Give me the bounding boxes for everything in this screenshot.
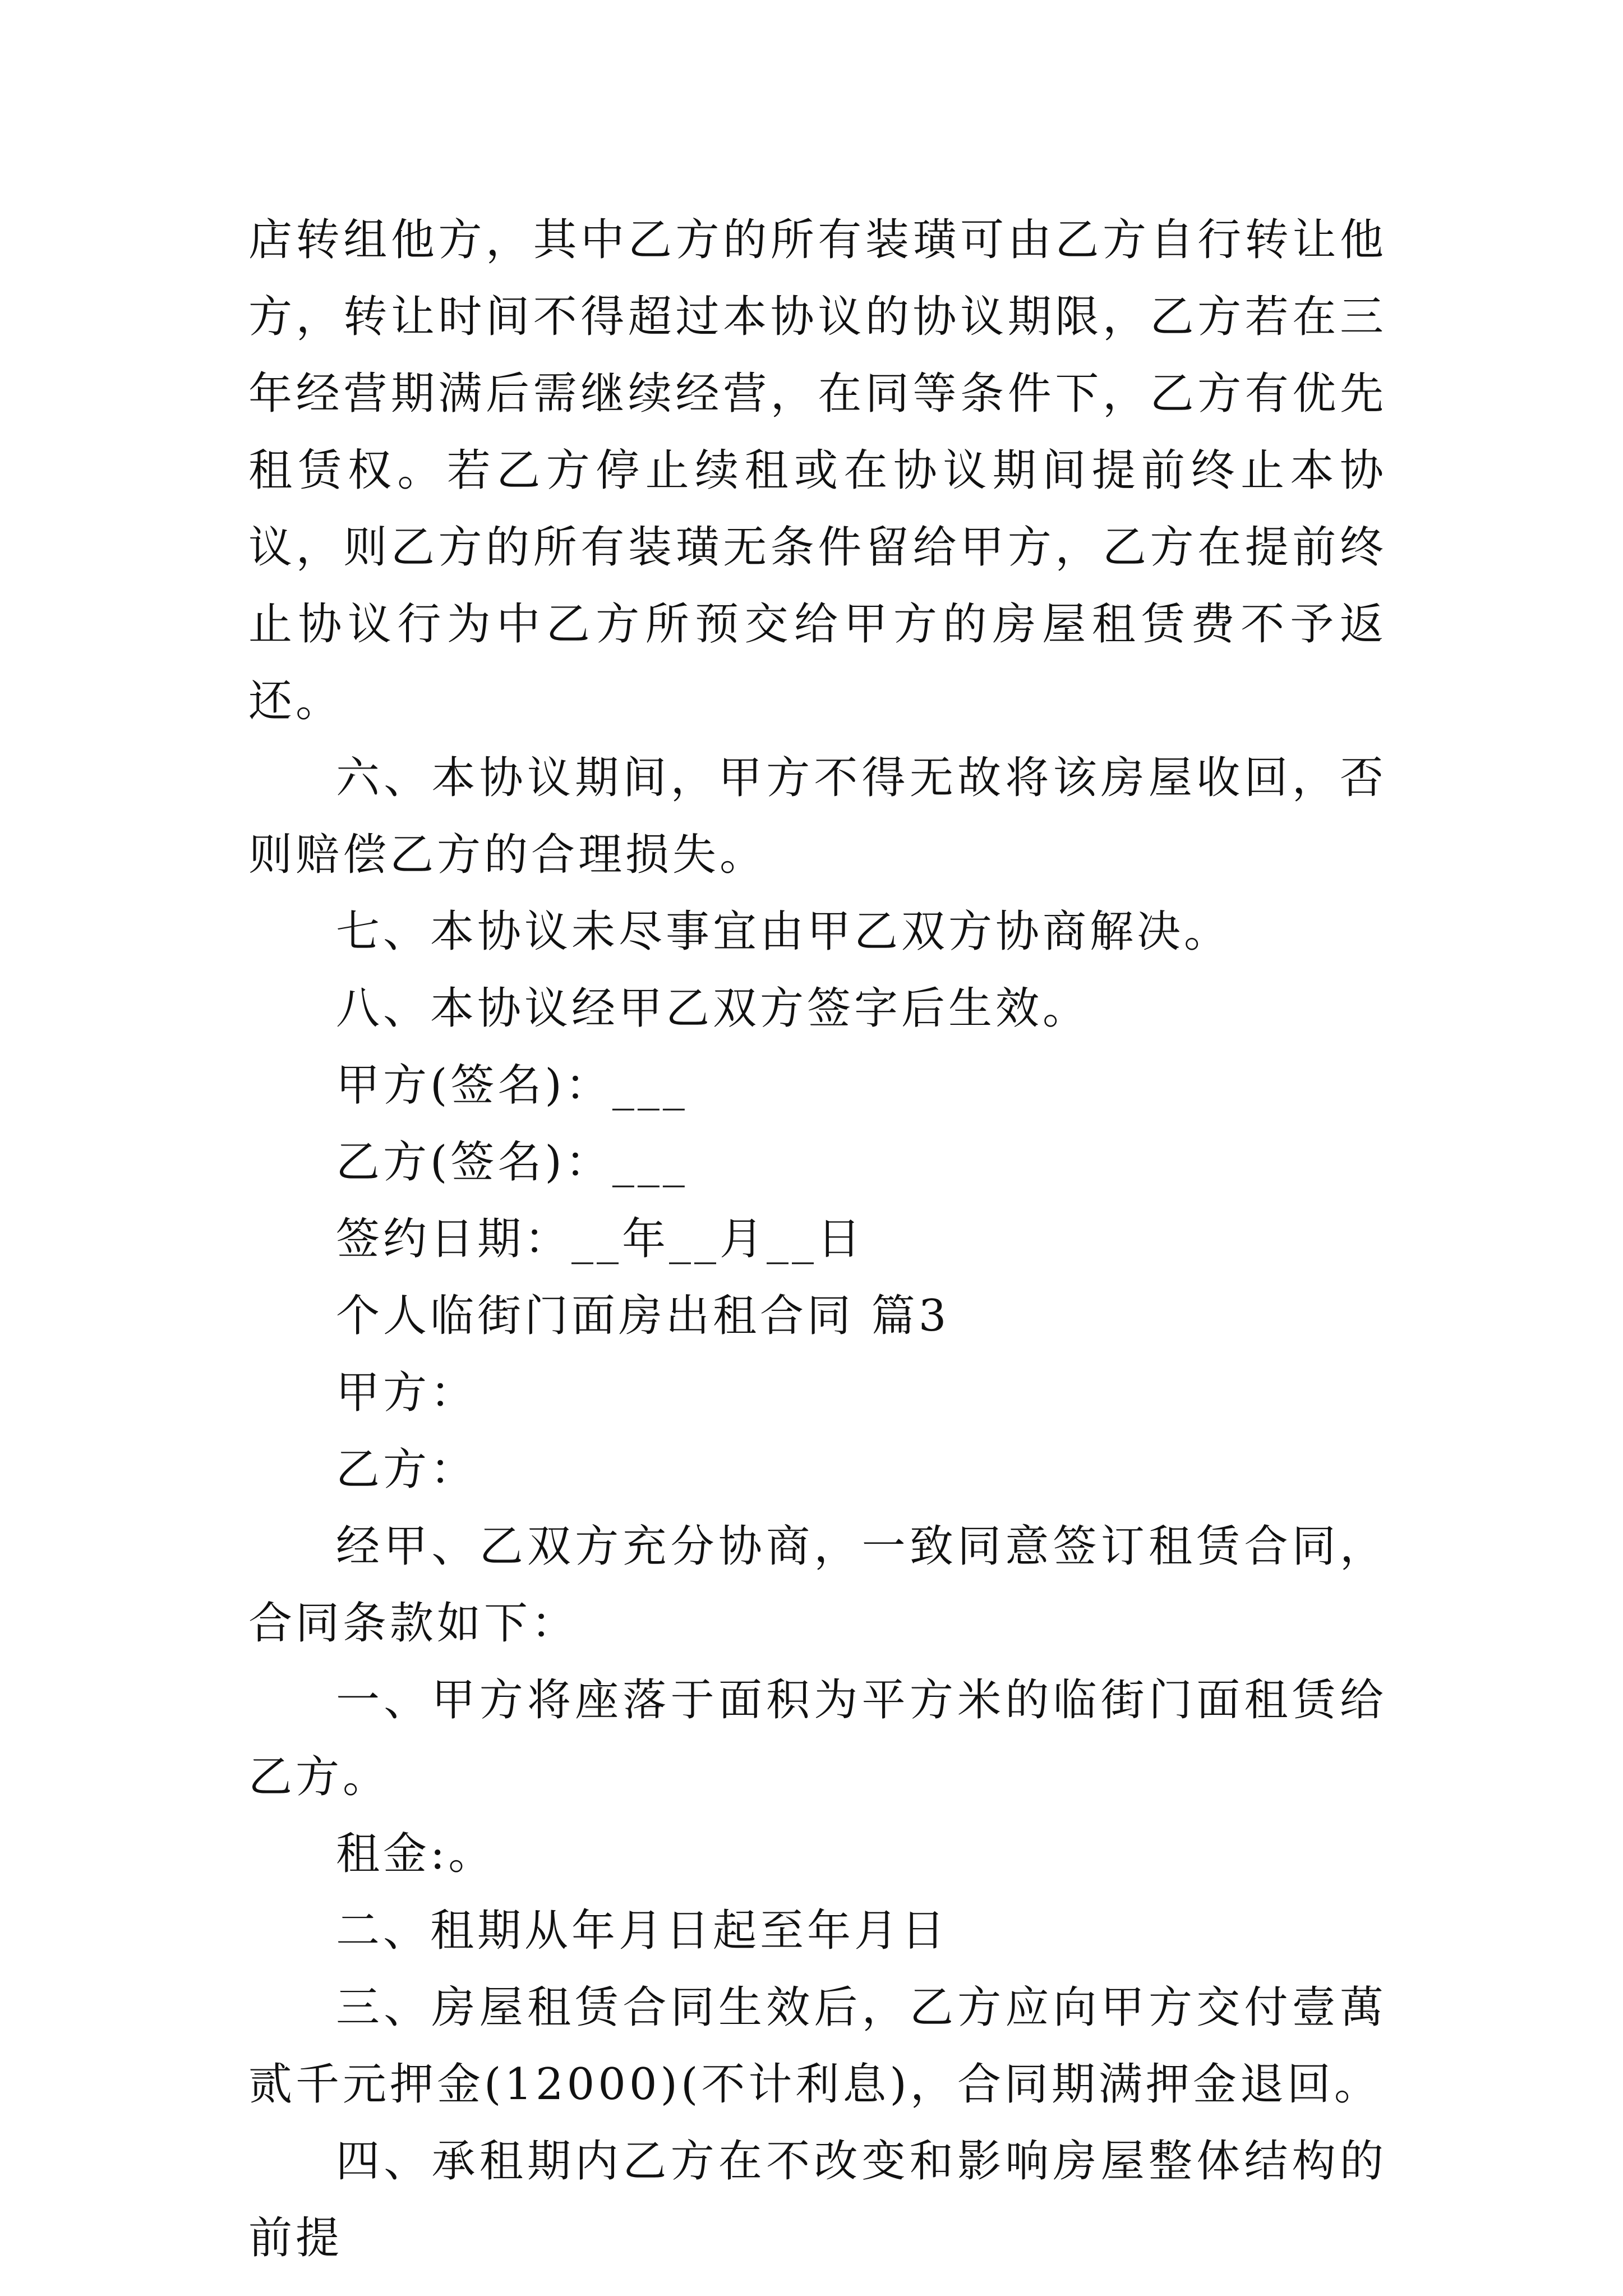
- paragraph-rent: 租金:。: [336, 1829, 496, 1879]
- signing-date-line: 签约日期：__年__月__日: [336, 1214, 865, 1264]
- section-title: 个人临街门面房出租合同 篇3: [336, 1291, 950, 1341]
- document-body: [248, 202, 1387, 2277]
- paragraph-clause-eight: 八、本协议经甲乙双方签字后生效。: [336, 983, 1090, 1034]
- party-b-line: 乙方：: [336, 1444, 478, 1495]
- party-b-signature-line: 乙方(签名)：___: [336, 1137, 688, 1188]
- paragraph-clause-seven: 七、本协议未尽事宜由甲乙双方协商解决。: [336, 907, 1232, 957]
- paragraph-clause-two: 二、租期从年月日起至年月日: [336, 1906, 949, 1956]
- paragraph-clause-six: 六、本协议期间，甲方不得无故将该房屋收回，否则赔偿乙方的合理损失。: [248, 753, 1387, 880]
- party-a-signature-line: 甲方(签名)：___: [336, 1060, 688, 1111]
- party-a-line: 甲方：: [336, 1368, 478, 1418]
- paragraph-clause-four: 四、承租期内乙方在不改变和影响房屋整体结构的前提: [248, 2136, 1387, 2263]
- paragraph-clause-three: 三、房屋租赁合同生效后，乙方应向甲方交付壹萬贰千元押金(12000)(不计利息)，合同期满押金退回。: [248, 1982, 1387, 2110]
- paragraph-transfer-clause: 店转组他方，其中乙方的所有装璜可由乙方自行转让他方，转让时间不得超过本协议的协议期限，乙方若在三年经营期满后需继续经营，在同等条件下，乙方有优先租赁权。若乙方停止续租或在协议期间提前终止本协议，则乙方的所有装璜无条件留给甲方，乙方在提前终止协议行为中乙方所预交给甲方的房屋租赁费不予返还。: [248, 215, 1387, 726]
- paragraph-clause-one: 一、甲方将座落于面积为平方米的临街门面租赁给乙方。: [248, 1675, 1387, 1802]
- paragraph-agreement-intro: 经甲、乙双方充分协商，一致同意签订租赁合同，合同条款如下：: [248, 1521, 1387, 1649]
